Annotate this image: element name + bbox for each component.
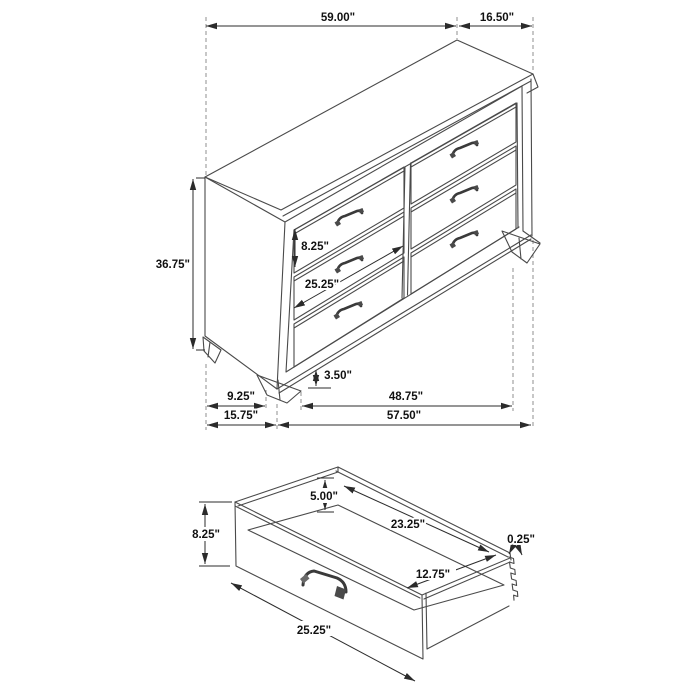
dim-base-width xyxy=(278,410,531,425)
dim-label-interior-width: 12.75" xyxy=(415,569,451,581)
dim-leg-inset xyxy=(207,391,265,406)
dim-top-depth xyxy=(459,12,532,26)
dim-side-base-depth xyxy=(207,410,276,425)
dim-label-top-depth: 16.50" xyxy=(479,12,515,24)
dim-front-leg-span xyxy=(302,391,512,406)
dim-label-top-width: 59.00" xyxy=(320,12,356,24)
dim-label-front-leg-span: 48.75" xyxy=(388,391,424,403)
dim-front-height xyxy=(185,502,232,566)
drawer-bottom-panel xyxy=(248,505,504,610)
dim-leg-height xyxy=(308,370,352,388)
drawer-box-handle-icon xyxy=(300,571,346,600)
dim-drawer-height xyxy=(295,229,329,267)
dim-label-interior-depth: 5.00" xyxy=(310,491,338,503)
dim-label-base-width: 57.50" xyxy=(386,410,422,422)
dim-label-height: 36.75" xyxy=(155,259,190,271)
drawer-box-dimensions xyxy=(185,478,535,681)
dresser-view xyxy=(156,12,540,430)
dim-top-width xyxy=(206,12,456,26)
dresser-drawer xyxy=(294,167,404,273)
dim-drawer-width xyxy=(294,246,403,308)
dresser-drawer xyxy=(294,212,404,320)
drawer-box-view xyxy=(185,467,535,681)
dresser-extension-lines xyxy=(206,17,533,430)
drawer-handle-icon xyxy=(334,301,364,320)
drawer-handle-icon xyxy=(450,185,480,204)
dim-label-interior-length: 23.25" xyxy=(390,519,426,531)
dresser-dimensions xyxy=(156,12,532,425)
dim-label-front-width: 25.25" xyxy=(296,625,332,637)
dim-label-leg-height: 3.50" xyxy=(324,370,352,382)
dim-height xyxy=(156,178,205,350)
dresser-drawer xyxy=(411,189,516,294)
dim-label-leg-inset: 9.25" xyxy=(227,391,255,403)
dim-label-panel-thickness: 0.25" xyxy=(507,534,535,546)
dresser-side-panel xyxy=(205,177,285,389)
dresser-legs xyxy=(203,231,540,403)
dresser-drawer xyxy=(411,146,516,249)
dim-panel-thickness xyxy=(507,534,535,555)
dim-label-front-height: 8.25" xyxy=(192,529,220,541)
dim-interior-depth xyxy=(305,478,344,512)
dresser-drawing xyxy=(203,40,540,403)
dim-label-drawer-width: 25.25" xyxy=(304,279,340,291)
dim-label-drawer-height: 8.25" xyxy=(301,241,329,253)
dovetail-joint xyxy=(509,557,518,600)
dim-label-side-base-depth: 15.75" xyxy=(223,410,259,422)
dim-interior-length xyxy=(344,486,489,552)
drawer-handle-icon xyxy=(450,230,480,249)
drawer-handle-icon xyxy=(335,208,365,227)
